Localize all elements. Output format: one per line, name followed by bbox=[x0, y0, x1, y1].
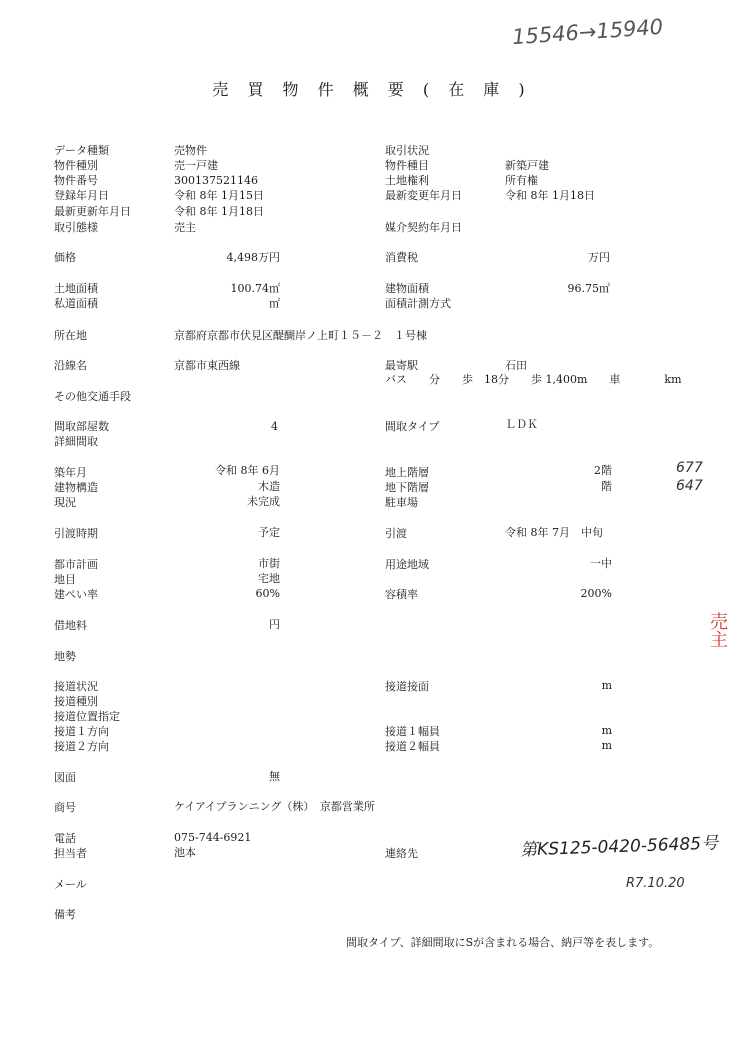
page-title: 売 買 物 件 概 要 ( 在 庫 ) bbox=[212, 80, 532, 99]
value-phone: 075-744-6921 bbox=[174, 831, 252, 844]
handwritten-date: R7.10.20 bbox=[626, 876, 685, 891]
label-land-cat: 地目 bbox=[54, 573, 76, 586]
label-property-no: 物件番号 bbox=[54, 174, 98, 187]
label-price: 価格 bbox=[54, 251, 76, 264]
value-building-area: 96.75㎡ bbox=[567, 282, 610, 295]
label-road-status: 接道状況 bbox=[54, 680, 98, 693]
value-data-type: 売物件 bbox=[174, 144, 207, 157]
value-structure: 木造 bbox=[258, 480, 280, 493]
handwritten-seller-mark: 売主 bbox=[707, 612, 728, 648]
label-handover-time: 引渡時期 bbox=[54, 527, 98, 540]
handwritten-code: 15546→15940 bbox=[511, 14, 664, 50]
label-road-dir2: 接道２方向 bbox=[54, 740, 109, 753]
label-road-width2: 接道２幅員 bbox=[385, 740, 440, 753]
label-line: 沿線名 bbox=[54, 359, 87, 372]
label-reg-date: 登録年月日 bbox=[54, 189, 109, 202]
label-broker-contract: 媒介契約年月日 bbox=[385, 221, 462, 234]
value-land-right: 所有権 bbox=[505, 174, 538, 187]
value-floors-below: 階 bbox=[601, 480, 612, 493]
label-deal-status: 取引状況 bbox=[385, 144, 429, 157]
label-lease-fee: 借地料 bbox=[54, 619, 87, 632]
value-nearest-station: 石田 bbox=[505, 359, 527, 372]
label-road-type: 接道種別 bbox=[54, 695, 98, 708]
label-contact: 連絡先 bbox=[385, 847, 418, 860]
label-structure: 建物構造 bbox=[54, 481, 98, 494]
label-road-designation: 接道位置指定 bbox=[54, 710, 120, 723]
label-current: 現況 bbox=[54, 496, 76, 509]
label-property-item: 物件種目 bbox=[385, 159, 429, 172]
value-bus-line: バス 分 歩 18分 歩 1,400m 車 km bbox=[385, 373, 682, 386]
footnote: 間取タイプ、詳細間取にSが含まれる場合、納戸等を表します。 bbox=[346, 936, 660, 949]
value-property-type: 売一戸建 bbox=[174, 159, 218, 172]
value-price: 4,498万円 bbox=[226, 251, 280, 264]
label-land-area: 土地面積 bbox=[54, 282, 98, 295]
label-far: 容積率 bbox=[385, 588, 418, 601]
label-handover: 引渡 bbox=[385, 527, 407, 540]
value-floors-above: 2階 bbox=[594, 464, 612, 477]
value-coverage: 60% bbox=[255, 587, 280, 600]
label-rooms: 間取部屋数 bbox=[54, 420, 109, 433]
label-layout-detail: 詳細間取 bbox=[54, 435, 98, 448]
value-lease-fee: 円 bbox=[269, 618, 280, 631]
label-road-face: 接道接面 bbox=[385, 680, 429, 693]
label-address: 所在地 bbox=[54, 329, 87, 342]
label-phone: 電話 bbox=[54, 832, 76, 845]
label-latest-change: 最新変更年月日 bbox=[385, 189, 462, 202]
label-property-type: 物件種別 bbox=[54, 159, 98, 172]
value-person: 池本 bbox=[174, 846, 196, 859]
value-property-no: 300137521146 bbox=[174, 174, 258, 187]
value-reg-date: 令和 8年 1月15日 bbox=[174, 189, 264, 202]
label-building-area: 建物面積 bbox=[385, 282, 429, 295]
value-private-road: ㎡ bbox=[269, 297, 280, 310]
label-road-dir1: 接道１方向 bbox=[54, 725, 109, 738]
label-private-road: 私道面積 bbox=[54, 297, 98, 310]
label-zone: 用途地域 bbox=[385, 558, 429, 571]
value-built: 令和 8年 6月 bbox=[215, 464, 280, 477]
value-layout-type: ＬＤＫ bbox=[505, 418, 538, 431]
value-line: 京都市東西線 bbox=[174, 359, 240, 372]
value-handover: 令和 8年 7月 中旬 bbox=[505, 526, 603, 539]
value-address: 京都府京都市伏見区醍醐岸ノ上町１５－２ １号棟 bbox=[174, 329, 427, 342]
value-handover-time: 予定 bbox=[258, 526, 280, 539]
handwritten-floor-note-1: 677 bbox=[676, 460, 703, 476]
label-coverage: 建ぺい率 bbox=[54, 588, 98, 601]
label-road-width1: 接道１幅員 bbox=[385, 725, 440, 738]
label-built: 築年月 bbox=[54, 466, 87, 479]
value-far: 200% bbox=[580, 587, 612, 600]
label-remarks: 備考 bbox=[54, 908, 76, 921]
handwritten-license-no: 第KS125-0420-56485号 bbox=[519, 833, 719, 861]
label-tax: 消費税 bbox=[385, 251, 418, 264]
value-deal-mode: 売主 bbox=[174, 221, 196, 234]
label-deal-mode: 取引態様 bbox=[54, 221, 98, 234]
value-latest-change: 令和 8年 1月18日 bbox=[505, 189, 595, 202]
value-zone: 一中 bbox=[590, 557, 612, 570]
value-city-plan: 市街 bbox=[258, 557, 280, 570]
value-road-width2: m bbox=[601, 739, 612, 752]
label-latest-update: 最新更新年月日 bbox=[54, 205, 131, 218]
value-rooms: 4 bbox=[271, 420, 278, 433]
label-floors-below: 地下階層 bbox=[385, 481, 429, 494]
label-drawing: 図面 bbox=[54, 771, 76, 784]
value-road-face: m bbox=[601, 679, 612, 692]
label-company: 商号 bbox=[54, 801, 76, 814]
label-person: 担当者 bbox=[54, 847, 87, 860]
value-company: ケイアイプランニング（株） 京都営業所 bbox=[174, 800, 375, 813]
handwritten-floor-note-2: 647 bbox=[676, 478, 703, 494]
value-road-width1: m bbox=[601, 724, 612, 737]
value-drawing: 無 bbox=[269, 770, 280, 783]
label-other-transport: その他交通手段 bbox=[54, 390, 131, 403]
value-tax: 万円 bbox=[588, 251, 610, 264]
value-land-cat: 宅地 bbox=[258, 572, 280, 585]
value-current: 未完成 bbox=[247, 495, 280, 508]
label-city-plan: 都市計画 bbox=[54, 558, 98, 571]
label-terrain: 地勢 bbox=[54, 650, 76, 663]
label-floors-above: 地上階層 bbox=[385, 466, 429, 479]
label-data-type: データ種類 bbox=[54, 144, 109, 157]
value-latest-update: 令和 8年 1月18日 bbox=[174, 205, 264, 218]
label-layout-type: 間取タイプ bbox=[385, 420, 440, 433]
label-mail: メール bbox=[54, 878, 87, 891]
label-nearest-station: 最寄駅 bbox=[385, 359, 418, 372]
label-parking: 駐車場 bbox=[385, 496, 418, 509]
label-area-method: 面積計測方式 bbox=[385, 297, 451, 310]
label-land-right: 土地権利 bbox=[385, 174, 429, 187]
value-land-area: 100.74㎡ bbox=[230, 282, 280, 295]
value-property-item: 新築戸建 bbox=[505, 159, 549, 172]
